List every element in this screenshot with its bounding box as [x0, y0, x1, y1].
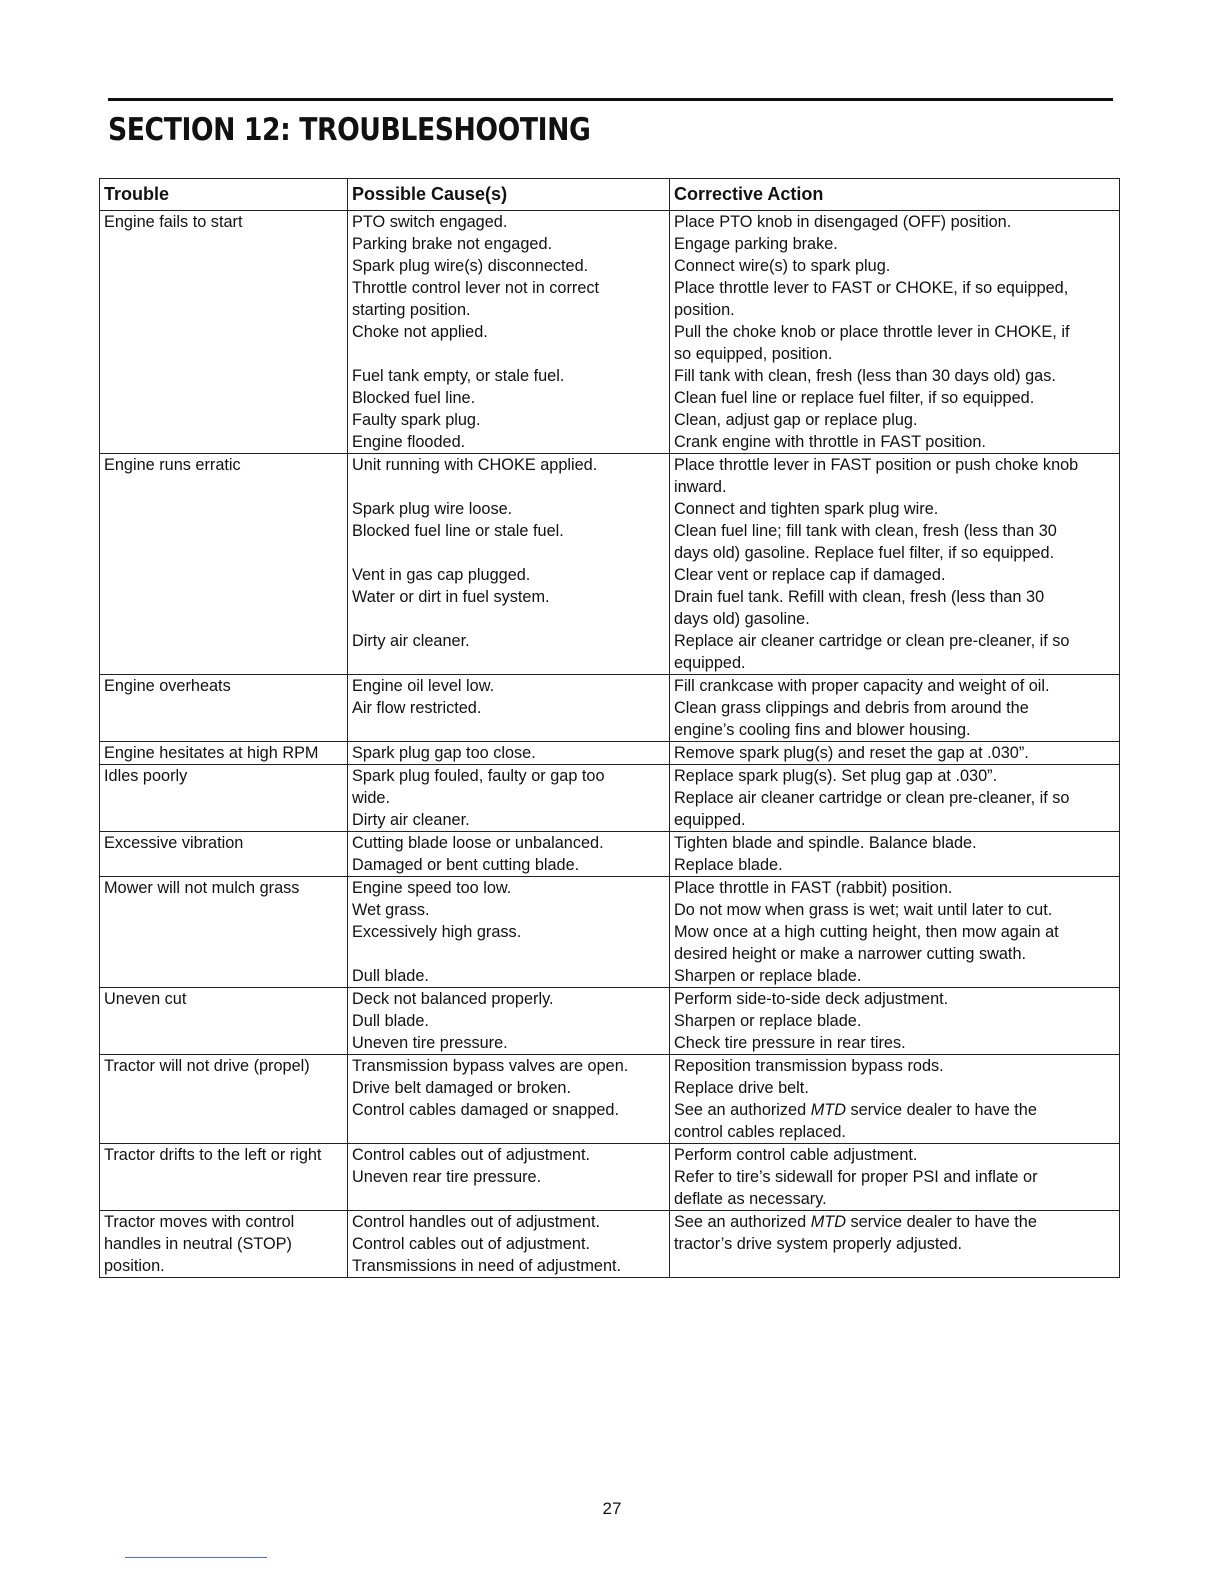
table-row	[100, 1055, 1120, 1144]
trouble-text: Excessive vibration	[104, 834, 244, 852]
cause-text: Water or dirt in fuel system.	[352, 588, 550, 606]
corrective-action-cell	[670, 211, 1120, 454]
cause-text: Damaged or bent cutting blade.	[352, 856, 580, 874]
troubleshooting-table	[99, 178, 1120, 1278]
trouble-text: Idles poorly	[104, 767, 188, 785]
action-text: Pull the choke knob or place throttle lever in CHOKE, if	[674, 323, 1070, 341]
cause-text: Control cables out of adjustment.	[352, 1235, 591, 1253]
action-text: Place throttle lever in FAST position or push choke knob	[674, 456, 1079, 474]
cause-text: Engine flooded.	[352, 433, 466, 451]
brand-name: MTD	[810, 1101, 846, 1119]
action-text: Sharpen or replace blade.	[674, 967, 862, 985]
cause-text: Blocked fuel line.	[352, 389, 476, 407]
header-trouble: Trouble	[100, 179, 348, 211]
table-row	[100, 1144, 1120, 1211]
trouble-text: Engine runs erratic	[104, 456, 241, 474]
action-text: Place PTO knob in disengaged (OFF) position.	[674, 213, 1012, 231]
action-text: Connect and tighten spark plug wire.	[674, 500, 939, 518]
trouble-cell	[100, 742, 348, 765]
cause-text: Engine oil level low.	[352, 677, 495, 695]
corrective-action-cell	[670, 1144, 1120, 1211]
table-row	[100, 765, 1120, 832]
cause-text: PTO switch engaged.	[352, 213, 508, 231]
possible-causes-cell	[348, 211, 670, 454]
table-row	[100, 1211, 1120, 1278]
cause-text	[352, 476, 666, 498]
possible-causes-cell	[348, 742, 670, 765]
trouble-cell	[100, 1055, 348, 1144]
trouble-text: Uneven cut	[104, 990, 187, 1008]
trouble-text: Engine overheats	[104, 677, 231, 695]
trouble-cell	[100, 1144, 348, 1211]
trouble-text: Engine fails to start	[104, 213, 243, 231]
cause-text: Wet grass.	[352, 901, 430, 919]
action-text: control cables replaced.	[674, 1123, 846, 1141]
corrective-action-cell	[670, 1055, 1120, 1144]
action-text: Sharpen or replace blade.	[674, 1012, 862, 1030]
trouble-cell	[100, 988, 348, 1055]
action-text: days old) gasoline. Replace fuel filter, if so equipped.	[674, 544, 1055, 562]
action-text: Check tire pressure in rear tires.	[674, 1034, 906, 1052]
action-text: Drain fuel tank. Refill with clean, fresh (less than 30	[674, 588, 1045, 606]
action-text: engine’s cooling fins and blower housing.	[674, 721, 971, 739]
action-text: desired height or make a narrower cutting swath.	[674, 945, 1027, 963]
page-number: 27	[602, 1499, 622, 1518]
trouble-text: Engine hesitates at high RPM	[104, 744, 319, 762]
possible-causes-cell	[348, 832, 670, 877]
cause-text: Uneven tire pressure.	[352, 1034, 508, 1052]
action-text: Perform control cable adjustment.	[674, 1146, 918, 1164]
cause-text: Engine speed too low.	[352, 879, 512, 897]
action-text: Tighten blade and spindle. Balance blade.	[674, 834, 977, 852]
action-text: Place throttle in FAST (rabbit) position.	[674, 879, 953, 897]
action-text: Mow once at a high cutting height, then mow again at	[674, 923, 1059, 941]
cause-text: Transmission bypass valves are open.	[352, 1057, 629, 1075]
action-text: Clean grass clippings and debris from around the	[674, 699, 1029, 717]
cause-text: Blocked fuel line or stale fuel.	[352, 522, 564, 540]
possible-causes-cell	[348, 1211, 670, 1278]
action-text: Remove spark plug(s) and reset the gap at .030”.	[674, 744, 1029, 762]
cause-text: Spark plug gap too close.	[352, 744, 536, 762]
table-row	[100, 832, 1120, 877]
trouble-cell	[100, 765, 348, 832]
table-row	[100, 742, 1120, 765]
cause-text: Dirty air cleaner.	[352, 632, 470, 650]
action-text: Connect wire(s) to spark plug.	[674, 257, 891, 275]
trouble-cell	[100, 211, 348, 454]
corrective-action-cell	[670, 832, 1120, 877]
corrective-action-cell	[670, 742, 1120, 765]
action-text: Clean fuel line or replace fuel filter, if so equipped.	[674, 389, 1035, 407]
trouble-cell	[100, 454, 348, 675]
cause-text: Faulty spark plug.	[352, 411, 481, 429]
table-row	[100, 454, 1120, 675]
section-title: SECTION 12: TROUBLESHOOTING	[108, 112, 591, 148]
trouble-text: Tractor will not drive (propel)	[104, 1057, 310, 1075]
trouble-text: Mower will not mulch grass	[104, 879, 300, 897]
action-text: See an authorized MTD service dealer to have the	[674, 1101, 1037, 1119]
section-top-rule	[108, 98, 1113, 101]
cause-text: Dull blade.	[352, 1012, 429, 1030]
action-text: Place throttle lever to FAST or CHOKE, if so equipped,	[674, 279, 1069, 297]
corrective-action-cell	[670, 454, 1120, 675]
action-text: Perform side-to-side deck adjustment.	[674, 990, 949, 1008]
cause-text	[352, 943, 666, 965]
table-header-row	[100, 179, 1120, 211]
table-body	[100, 211, 1120, 1278]
cause-text: Drive belt damaged or broken.	[352, 1079, 572, 1097]
action-text: equipped.	[674, 654, 746, 672]
cause-text: Throttle control lever not in correct	[352, 279, 600, 297]
corrective-action-cell	[670, 675, 1120, 742]
action-text: Crank engine with throttle in FAST position.	[674, 433, 986, 451]
action-text: Fill tank with clean, fresh (less than 30 days old) gas.	[674, 367, 1056, 385]
cause-text: Vent in gas cap plugged.	[352, 566, 531, 584]
action-text: inward.	[674, 478, 727, 496]
action-text: tractor’s drive system properly adjusted.	[674, 1235, 963, 1253]
cause-text: Transmissions in need of adjustment.	[352, 1257, 622, 1275]
action-text: Replace air cleaner cartridge or clean pre-cleaner, if so	[674, 632, 1070, 650]
action-text: Replace air cleaner cartridge or clean pre-cleaner, if so	[674, 789, 1070, 807]
corrective-action-cell	[670, 1211, 1120, 1278]
trouble-text: handles in neutral (STOP)	[104, 1235, 292, 1253]
brand-name: MTD	[810, 1213, 846, 1231]
cause-text: Excessively high grass.	[352, 923, 522, 941]
trouble-cell	[100, 675, 348, 742]
action-text: so equipped, position.	[674, 345, 833, 363]
action-text: Clean, adjust gap or replace plug.	[674, 411, 918, 429]
action-text: days old) gasoline.	[674, 610, 810, 628]
cause-text: Fuel tank empty, or stale fuel.	[352, 367, 565, 385]
header-possible-causes: Possible Cause(s)	[348, 179, 670, 211]
action-text: Fill crankcase with proper capacity and weight of oil.	[674, 677, 1050, 695]
cause-text	[352, 542, 666, 564]
cause-text: Uneven rear tire pressure.	[352, 1168, 542, 1186]
action-text: Reposition transmission bypass rods.	[674, 1057, 944, 1075]
cause-text: Deck not balanced properly.	[352, 990, 554, 1008]
possible-causes-cell	[348, 1144, 670, 1211]
possible-causes-cell	[348, 765, 670, 832]
possible-causes-cell	[348, 454, 670, 675]
action-text: Clean fuel line; fill tank with clean, fresh (less than 30	[674, 522, 1057, 540]
action-text: Replace blade.	[674, 856, 783, 874]
action-text: equipped.	[674, 811, 746, 829]
cause-text: Control cables damaged or snapped.	[352, 1101, 620, 1119]
footer-rule	[125, 1557, 267, 1558]
trouble-cell	[100, 877, 348, 988]
table-row	[100, 211, 1120, 454]
possible-causes-cell	[348, 1055, 670, 1144]
action-text: deflate as necessary.	[674, 1190, 827, 1208]
trouble-cell	[100, 1211, 348, 1278]
possible-causes-cell	[348, 988, 670, 1055]
trouble-text: Tractor drifts to the left or right	[104, 1146, 322, 1164]
action-text: See an authorized MTD service dealer to have the	[674, 1213, 1037, 1231]
action-text: Clear vent or replace cap if damaged.	[674, 566, 946, 584]
possible-causes-cell	[348, 675, 670, 742]
cause-text: starting position.	[352, 301, 471, 319]
cause-text: Spark plug wire loose.	[352, 500, 513, 518]
cause-text: Cutting blade loose or unbalanced.	[352, 834, 604, 852]
cause-text: Unit running with CHOKE applied.	[352, 456, 598, 474]
cause-text: Dull blade.	[352, 967, 429, 985]
cause-text: Air flow restricted.	[352, 699, 482, 717]
cause-text: wide.	[352, 789, 391, 807]
cause-text	[352, 608, 666, 630]
cause-text: Control handles out of adjustment.	[352, 1213, 600, 1231]
header-corrective-action: Corrective Action	[670, 179, 1120, 211]
cause-text: Choke not applied.	[352, 323, 488, 341]
cause-text	[352, 343, 666, 365]
action-text: Engage parking brake.	[674, 235, 838, 253]
trouble-text: position.	[104, 1257, 165, 1275]
cause-text: Dirty air cleaner.	[352, 811, 470, 829]
cause-text: Parking brake not engaged.	[352, 235, 553, 253]
action-text: position.	[674, 301, 735, 319]
possible-causes-cell	[348, 877, 670, 988]
trouble-text: Tractor moves with control	[104, 1213, 295, 1231]
action-text: Refer to tire’s sidewall for proper PSI and inflate or	[674, 1168, 1038, 1186]
table-row	[100, 988, 1120, 1055]
action-text: Do not mow when grass is wet; wait until later to cut.	[674, 901, 1053, 919]
cause-text: Spark plug wire(s) disconnected.	[352, 257, 589, 275]
cause-text: Control cables out of adjustment.	[352, 1146, 591, 1164]
table-row	[100, 877, 1120, 988]
action-text: Replace spark plug(s). Set plug gap at .030”.	[674, 767, 998, 785]
action-text: Replace drive belt.	[674, 1079, 809, 1097]
corrective-action-cell	[670, 877, 1120, 988]
trouble-cell	[100, 832, 348, 877]
cause-text: Spark plug fouled, faulty or gap too	[352, 767, 605, 785]
corrective-action-cell	[670, 988, 1120, 1055]
corrective-action-cell	[670, 765, 1120, 832]
table-row	[100, 675, 1120, 742]
